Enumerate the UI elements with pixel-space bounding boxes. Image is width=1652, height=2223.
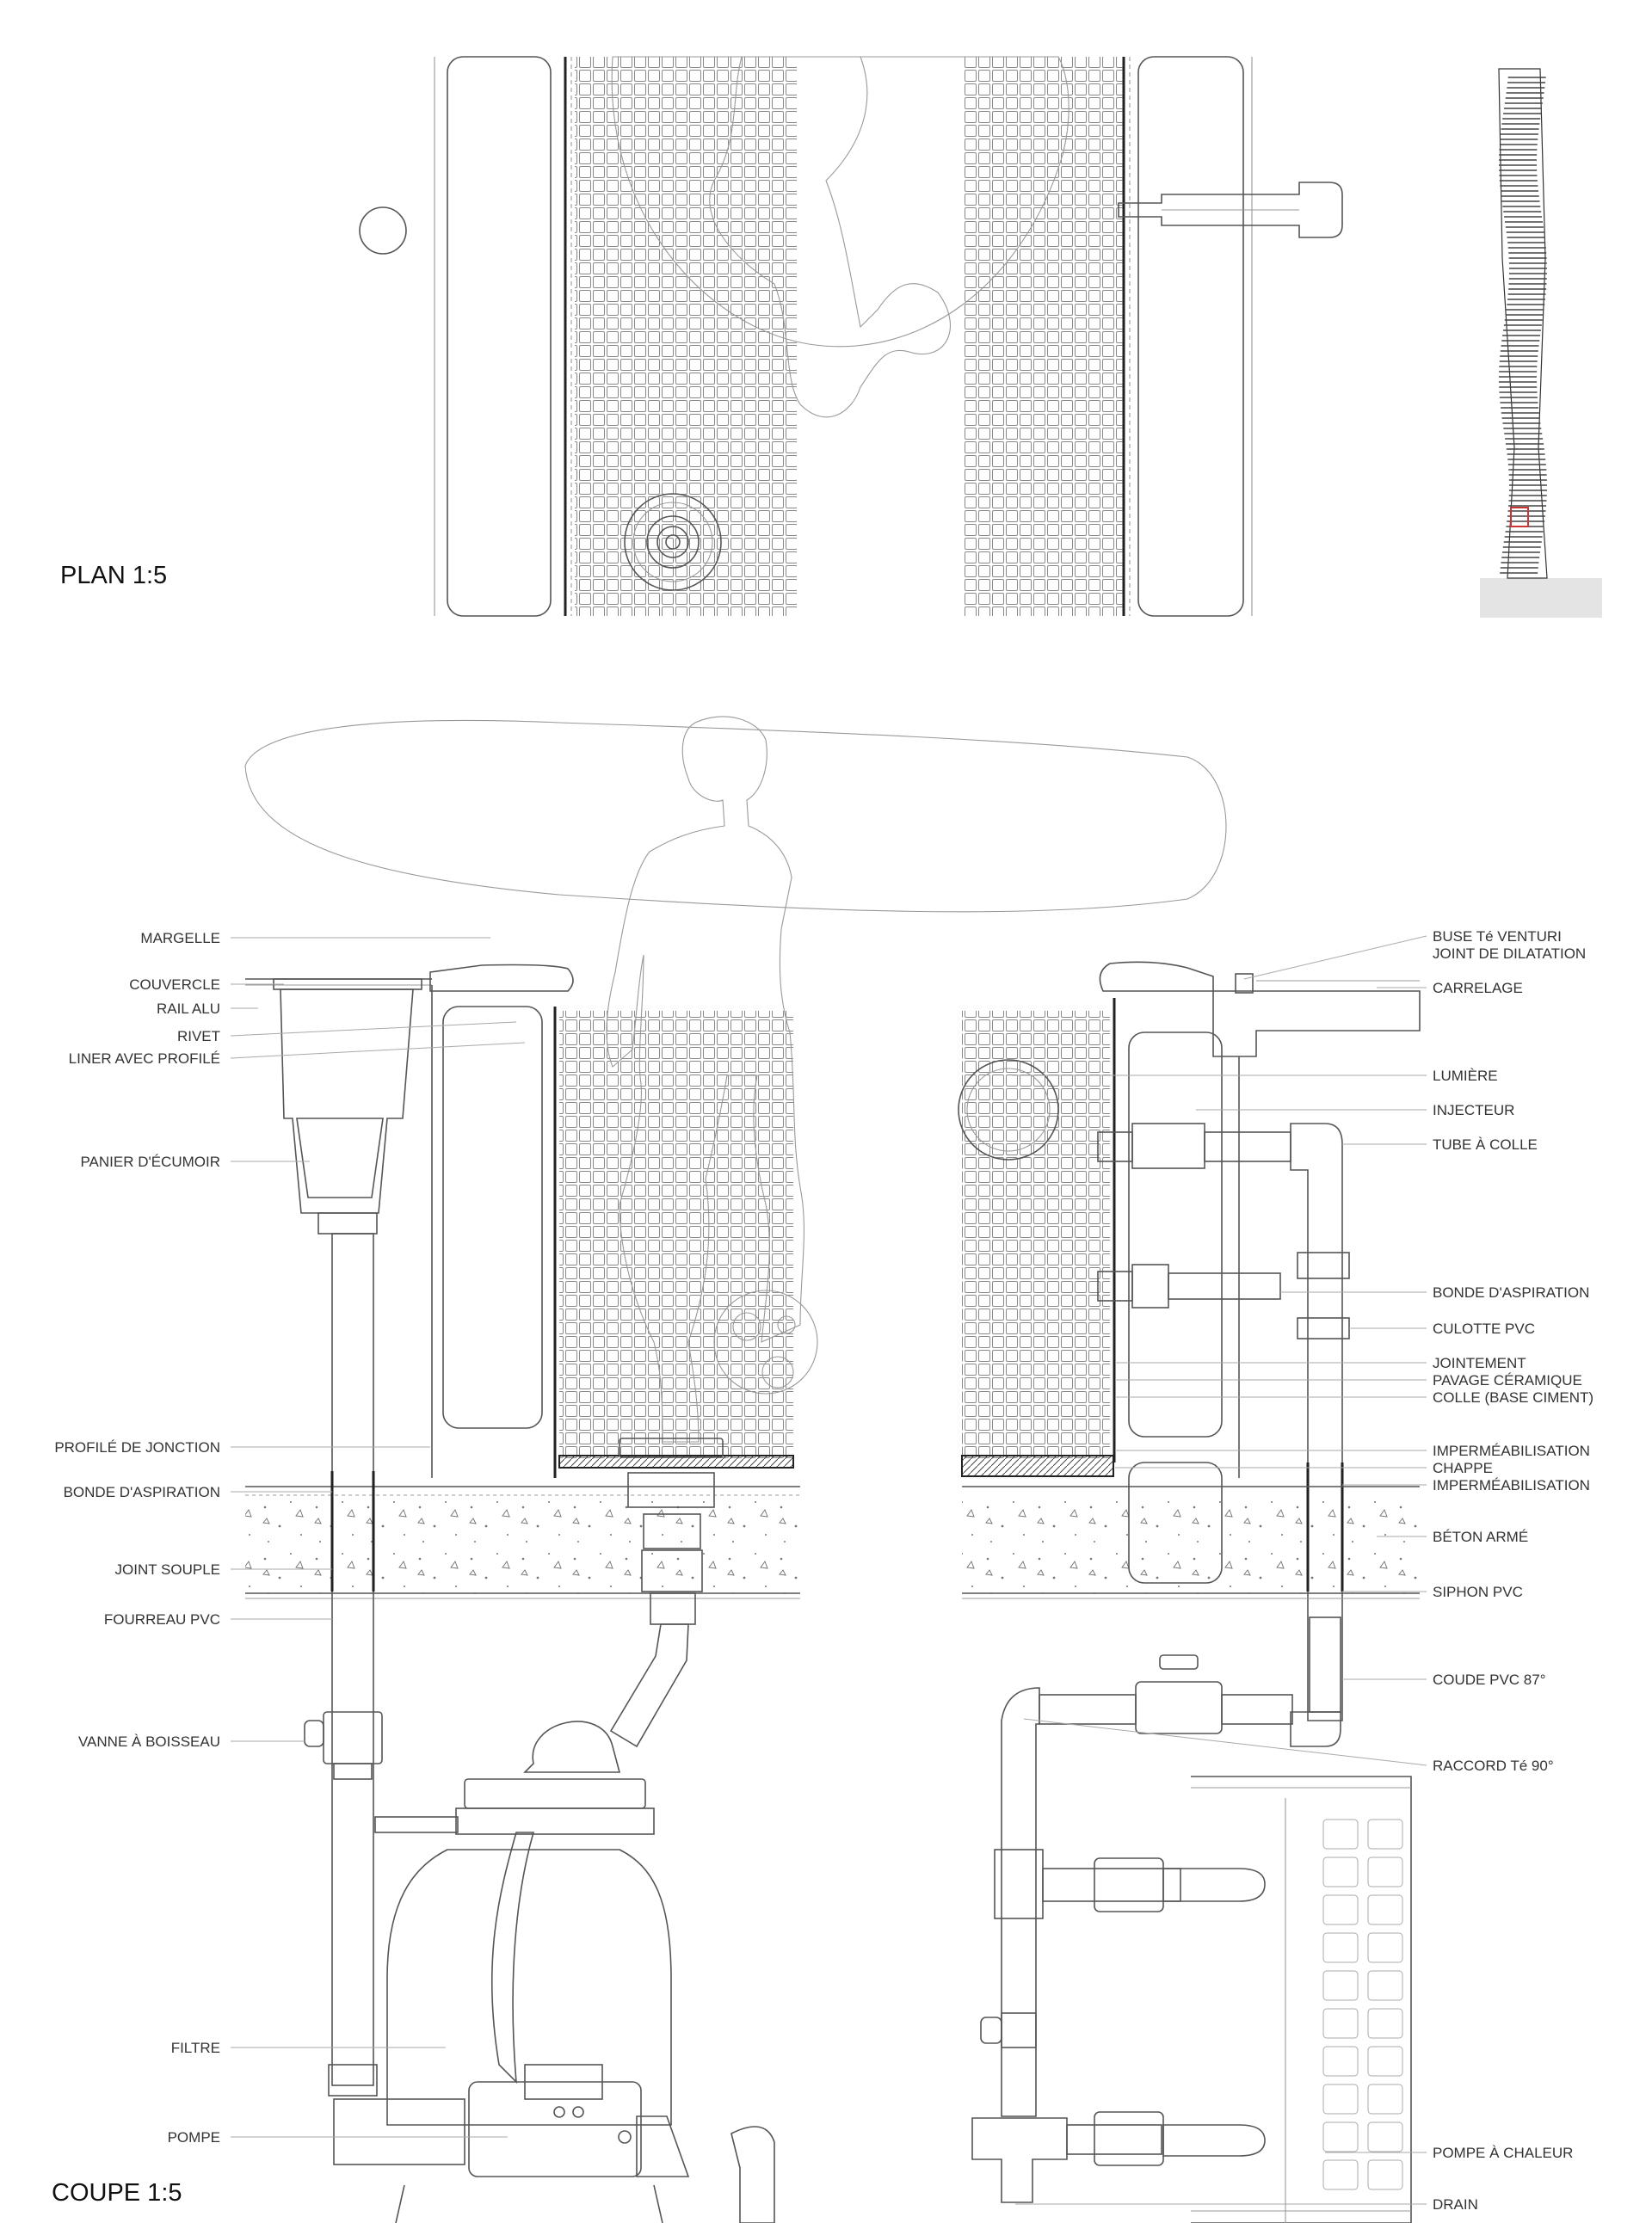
label-pompe: POMPE — [167, 2129, 220, 2146]
skimmer — [274, 979, 422, 1234]
label-fourreau: FOURREAU PVC — [103, 1611, 220, 1628]
section-surfboard — [245, 720, 1226, 911]
label-coude: COUDE PVC 87° — [1433, 1672, 1546, 1688]
label-raccord: RACCORD Té 90° — [1433, 1758, 1554, 1774]
label-couvercle: COUVERCLE — [129, 976, 220, 993]
left-coping — [430, 965, 573, 992]
pump — [334, 2065, 774, 2223]
right-coping — [1100, 962, 1213, 991]
left-suction-pipe — [305, 1234, 382, 2096]
right-wall-concrete — [1129, 1032, 1222, 1437]
label-liner: LINER AVEC PROFILÉ — [68, 1050, 220, 1067]
left-slab — [245, 1497, 800, 1593]
label-rivet: RIVET — [176, 1028, 220, 1044]
label-lumiere: LUMIÈRE — [1433, 1068, 1498, 1084]
right-wall-tiles — [962, 1011, 1110, 1458]
label-pavage: PAVAGE CÉRAMIQUE — [1433, 1372, 1582, 1389]
right-slab — [962, 1497, 1420, 1593]
label-buse-venturi: BUSE Té VENTURI — [1433, 928, 1562, 945]
section-title: COUPE 1:5 — [52, 2179, 182, 2207]
plan-view — [360, 57, 1342, 616]
label-carrelage: CARRELAGE — [1433, 980, 1523, 996]
label-rail-alu: RAIL ALU — [156, 1001, 220, 1017]
injector-assembly — [1098, 1124, 1349, 1721]
label-panier: PANIER D'ÉCUMOIR — [80, 1154, 220, 1170]
label-impermeabilisation-2: IMPERMÉABILISATION — [1433, 1477, 1590, 1493]
north-marker — [360, 207, 406, 254]
skimmer-basket — [297, 1118, 383, 1198]
label-impermeabilisation-1: IMPERMÉABILISATION — [1433, 1443, 1590, 1459]
left-wall-tiles — [559, 1011, 793, 1458]
plan-tiles-right — [964, 57, 1124, 616]
label-beton-arme: BÉTON ARMÉ — [1433, 1529, 1529, 1545]
right-deck-slab — [1213, 991, 1420, 1056]
building-elevation-thumbnail — [1480, 69, 1602, 618]
label-injecteur: INJECTEUR — [1433, 1102, 1515, 1118]
label-joint-dilatation: JOINT DE DILATATION — [1433, 945, 1587, 962]
label-colle: COLLE (BASE CIMENT) — [1433, 1389, 1594, 1406]
label-chappe: CHAPPE — [1433, 1460, 1493, 1476]
sand-filter — [375, 1721, 671, 2125]
plan-concrete-right — [1138, 57, 1243, 616]
label-filtre: FILTRE — [170, 2040, 220, 2056]
label-siphon: SIPHON PVC — [1433, 1584, 1523, 1600]
label-joint-souple: JOINT SOUPLE — [114, 1561, 220, 1578]
label-culotte: CULOTTE PVC — [1433, 1321, 1536, 1337]
label-margelle: MARGELLE — [140, 930, 220, 946]
label-pompe-chaleur: POMPE À CHALEUR — [1433, 2145, 1574, 2161]
label-drain: DRAIN — [1433, 2196, 1478, 2213]
plan-title: PLAN 1:5 — [60, 562, 168, 589]
section-view — [245, 717, 1420, 2223]
label-vanne: VANNE À BOISSEAU — [77, 1733, 220, 1750]
left-wall-concrete — [443, 1007, 542, 1428]
label-profile-jonction: PROFILÉ DE JONCTION — [54, 1439, 220, 1456]
label-tube-colle: TUBE À COLLE — [1433, 1136, 1538, 1153]
plan-concrete-left — [447, 57, 551, 616]
label-jointement: JOINTEMENT — [1433, 1355, 1526, 1371]
plan-tiles-left — [575, 57, 797, 616]
label-bonde-right: BONDE D'ASPIRATION — [1433, 1284, 1590, 1301]
label-bonde-left: BONDE D'ASPIRATION — [63, 1484, 220, 1500]
